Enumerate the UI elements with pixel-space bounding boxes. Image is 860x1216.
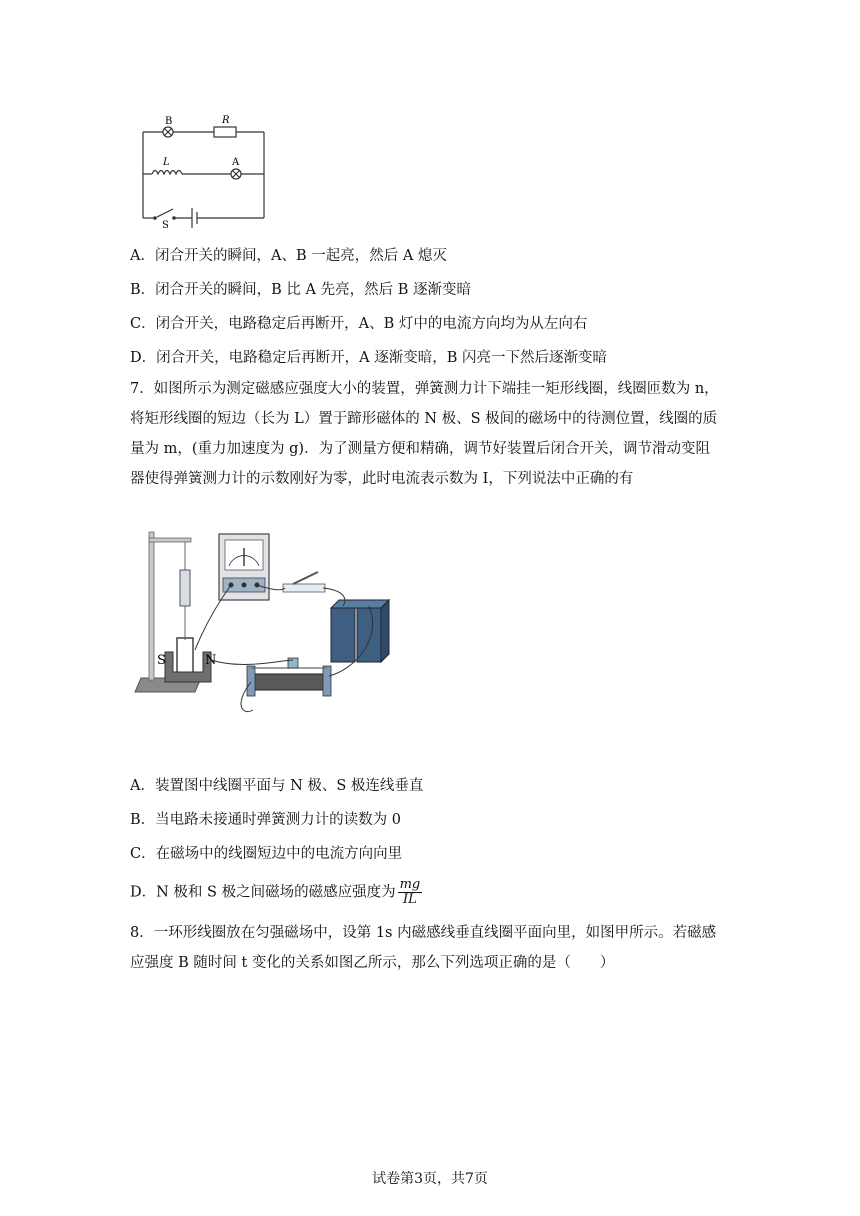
q7-option-b: B．当电路未接通时弹簧测力计的读数为 0 <box>130 812 401 828</box>
q7-stem <box>130 374 730 494</box>
q7-option-a: A．装置图中线圈平面与 N 极、S 极连线垂直 <box>130 778 424 794</box>
knife-switch <box>283 584 325 592</box>
battery-right <box>357 608 381 662</box>
q7-option-d-text: D．N 极和 S 极之间磁场的磁感应强度为 <box>130 884 396 901</box>
circuit-diagram <box>136 110 271 228</box>
q7-line-1: 7．如图所示为测定磁感应强度大小的装置，弹簧测力计下端挂一矩形线圈，线圈匝数为 n， <box>130 381 719 397</box>
q8-stem <box>130 918 730 978</box>
apparatus-figure <box>133 520 403 720</box>
fraction-denominator: IL <box>403 892 417 907</box>
q8-line-1: 8．一环形线圈放在匀强磁场中，设第 1s 内磁感线垂直线圈平面向里，如图甲所示。若磁感 <box>130 925 717 941</box>
label-n-pole: N <box>205 653 217 668</box>
q7-option-c: C．在磁场中的线圈短边中的电流方向向里 <box>130 846 403 862</box>
q7-line-2: 将矩形线圈的短边（长为 L）置于蹄形磁体的 N 极、S 极间的磁场中的待测位置，线圈的质 <box>130 411 718 427</box>
spring-scale <box>180 570 190 606</box>
inductor-l <box>152 171 182 175</box>
battery-left <box>331 608 355 662</box>
q6-option-d: D．闭合开关，电路稳定后再断开，A 逐渐变暗，B 闪亮一下然后逐渐变暗 <box>130 350 607 366</box>
q6-option-b: B．闭合开关的瞬间，B 比 A 先亮，然后 B 逐渐变暗 <box>130 282 471 298</box>
label-a: A <box>232 157 240 168</box>
q6-option-c: C．闭合开关，电路稳定后再断开，A、B 灯中的电流方向均为从左向右 <box>130 316 588 332</box>
q8-line-2: 应强度 B 随时间 t 变化的关系如图乙所示，那么下列选项正确的是（ ） <box>130 955 615 971</box>
stand-rod <box>149 532 154 680</box>
fraction-numerator: mg <box>399 877 421 892</box>
rheostat <box>251 674 327 690</box>
label-l: L <box>163 157 170 168</box>
rect-coil <box>177 638 193 674</box>
label-s-pole: S <box>157 653 166 668</box>
q7-option-d <box>130 878 422 907</box>
label-s: S <box>162 220 169 228</box>
resistor-r <box>214 127 236 137</box>
label-r: R <box>222 115 230 126</box>
fraction-mg-over-il <box>398 878 423 907</box>
page-footer: 试卷第3页，共7页 <box>372 1171 488 1187</box>
q7-line-3: 量为 m，(重力加速度为 g)．为了测量方便和精确，调节好装置后闭合开关，调节滑动变阻 <box>130 441 711 457</box>
switch-s <box>157 209 173 217</box>
q7-line-4: 器使得弹簧测力计的示数刚好为零，此时电流表示数为 I，下列说法中正确的有 <box>130 471 634 487</box>
stand-arm <box>149 538 191 542</box>
label-b: B <box>165 116 173 127</box>
q6-option-a: A．闭合开关的瞬间，A、B 一起亮，然后 A 熄灭 <box>130 248 447 264</box>
